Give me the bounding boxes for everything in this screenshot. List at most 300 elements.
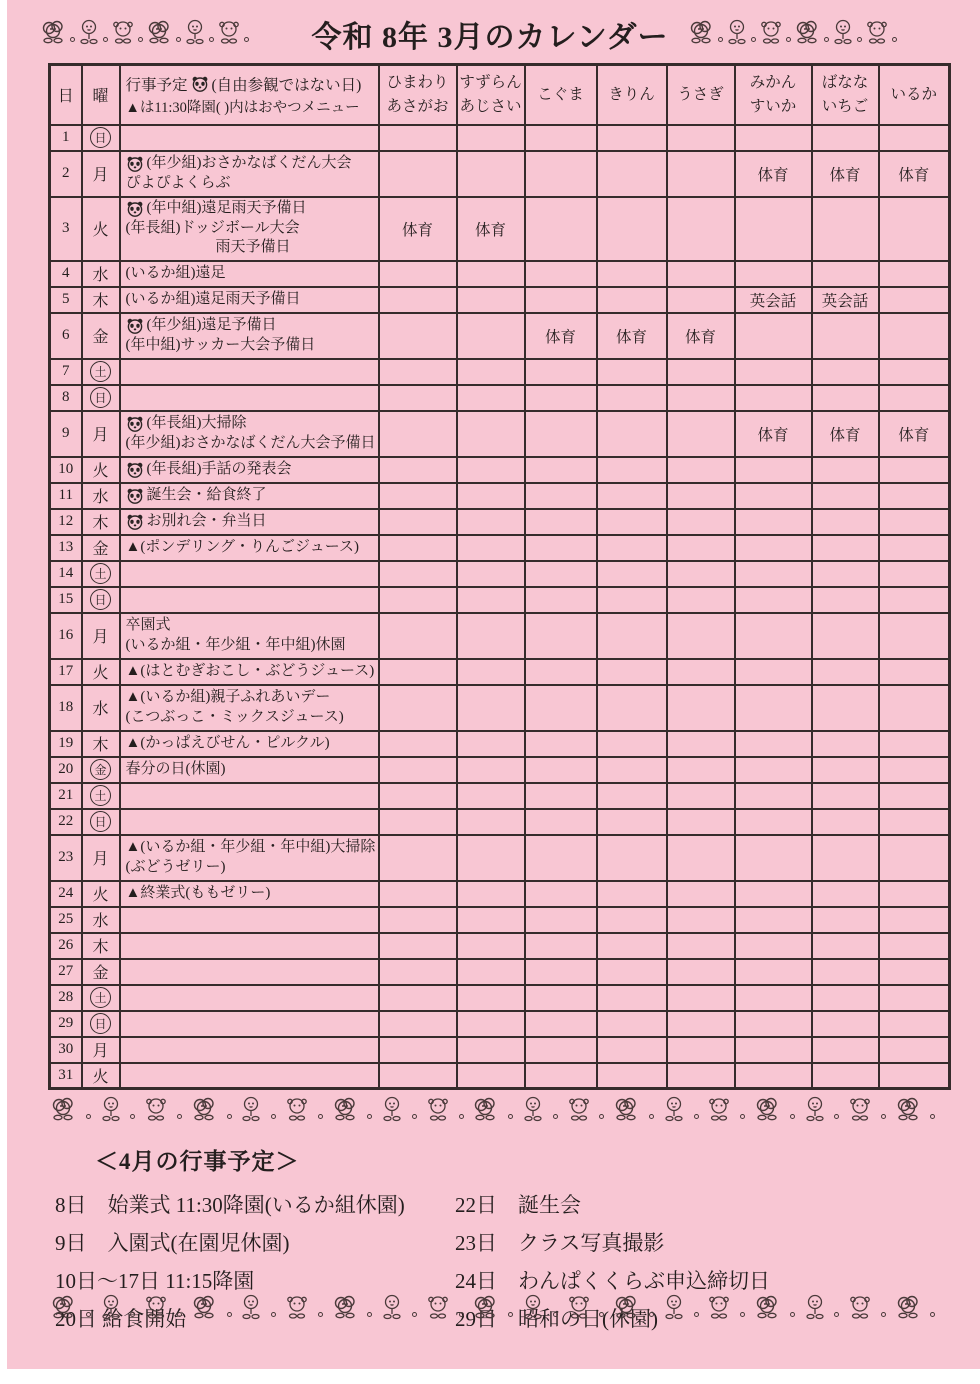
day-number-cell: 11 [50,483,82,509]
event-line: ▲(はとむぎおこし・ぶどうジュース) [125,662,375,679]
kawaii-character-icon [50,1096,77,1127]
activity-cell [735,561,812,587]
kawaii-character-icon [472,1096,499,1127]
activity-cell [735,933,812,959]
activity-cell [735,1011,812,1037]
activity-cell [812,881,879,907]
activity-cell [812,535,879,561]
dot-icon [176,37,181,42]
activity-cell [667,881,735,907]
activity-cell [457,535,525,561]
activity-cell [667,457,735,483]
activity-cell [879,959,950,985]
dot-icon [599,1312,604,1317]
weekday-cell: 水 [82,907,120,933]
event-line [126,154,375,174]
activity-cell [667,933,735,959]
activity-cell [379,587,457,613]
event-text: (年少組)おさかなばくだん大会 [146,155,352,171]
weekday-cell [82,561,120,587]
activity-cell [597,835,667,881]
weekday-cell: 金 [82,535,120,561]
activity-cell [379,151,457,197]
activity-cell [525,685,597,731]
activity-cell [879,359,950,385]
activity-cell [667,561,735,587]
activity-cell [667,985,735,1011]
dot-icon [553,1312,558,1317]
activity-cell [812,659,879,685]
april-schedule-item: 22日 誕生会 [455,1193,581,1217]
event-cell [120,313,379,359]
event-text: (年長組)手話の発表会 [146,460,292,477]
kawaii-character-icon [567,1096,591,1127]
event-cell [120,125,379,151]
kawaii-character-icon [381,1096,403,1127]
event-cell [120,985,379,1011]
activity-cell [735,359,812,385]
calendar-row [50,151,950,197]
event-text: (年中組)遠足雨天予備日 [146,200,307,217]
event-cell [120,783,379,809]
event-line: 卒園式 [125,617,171,633]
weekday-cell: 月 [82,411,120,457]
day-number-cell: 3 [50,197,82,261]
kawaii-character-icon [240,1096,262,1127]
weekday-cell: 金 [82,313,120,359]
dot-icon [740,1114,745,1119]
class-name-label: ばなな [821,73,869,91]
day-number-cell: 17 [50,659,82,685]
activity-cell [457,1011,525,1037]
event-cell [120,359,379,385]
activity-cell [597,933,667,959]
day-number-cell: 21 [50,783,82,809]
activity-cell [457,985,525,1011]
weekday-cell [82,783,120,809]
activity-cell [525,783,597,809]
activity-cell [597,483,667,509]
day-number-cell: 9 [50,411,82,457]
calendar-row [50,907,950,933]
activity-cell [597,587,667,613]
kawaii-character-icon [144,1096,168,1127]
activity-cell [597,359,667,385]
event-line [126,199,375,219]
dot-icon [834,1114,839,1119]
activity-cell [597,613,667,659]
activity-cell [667,359,735,385]
panda-face-icon [126,156,144,172]
dot-icon [459,1114,464,1119]
event-line: 雨天予備日 [125,239,291,256]
activity-cell [735,535,812,561]
calendar-row [50,411,950,457]
weekday-cell: 木 [82,287,120,313]
decorative-border-bottom [50,1294,936,1325]
activity-cell [667,731,735,757]
activity-cell [525,835,597,881]
activity-cell [597,685,667,731]
activity-cell [879,783,950,809]
activity-cell [735,197,812,261]
dot-icon [834,1312,839,1317]
dot-icon [930,1312,935,1317]
activity-cell [525,959,597,985]
activity-cell [525,197,597,261]
event-line [126,316,375,336]
activity-cell [597,287,667,313]
kawaii-character-icon [111,19,135,50]
activity-cell [457,959,525,985]
activity-cell [379,959,457,985]
activity-cell [667,809,735,835]
dot-icon [790,1312,795,1317]
activity-cell [525,457,597,483]
circled-weekday: 土 [90,785,111,806]
activity-cell [457,125,525,151]
activity-cell [597,659,667,685]
weekday-cell: 月 [82,613,120,659]
event-cell [120,411,379,457]
activity-cell [667,959,735,985]
activity-cell [457,659,525,685]
col-header-class [667,65,735,125]
activity-cell [735,1037,812,1063]
panda-face-icon [126,488,144,504]
dot-icon [412,1312,417,1317]
activity-cell [735,731,812,757]
activity-cell [525,809,597,835]
day-number-cell: 26 [50,933,82,959]
dot-icon [318,1312,323,1317]
april-schedule-title: ＜4月の行事予定＞ [95,1149,300,1174]
activity-cell [812,907,879,933]
calendar-row [50,1011,950,1037]
activity-cell [379,125,457,151]
activity-cell [525,411,597,457]
activity-cell [525,509,597,535]
activity-cell: 体育 [525,313,597,359]
event-cell [120,835,379,881]
calendar-row [50,457,950,483]
decorative-border-middle [50,1096,936,1127]
april-schedule-item: 24日 わんぱくくらぶ申込締切日 [455,1269,770,1293]
dot-icon [930,1114,935,1119]
activity-cell [597,457,667,483]
kawaii-character-icon [663,1096,685,1127]
activity-cell [879,881,950,907]
circled-weekday: 日 [90,589,111,610]
circled-weekday: 土 [90,361,111,382]
activity-cell [457,1037,525,1063]
day-number-cell: 10 [50,457,82,483]
activity-cell [379,881,457,907]
activity-cell [379,359,457,385]
activity-cell [379,261,457,287]
calendar-row [50,731,950,757]
activity-cell [812,197,879,261]
activity-cell [812,1037,879,1063]
circled-weekday: 日 [90,811,111,832]
activity-cell [879,509,950,535]
weekday-cell: 火 [82,1063,120,1089]
event-line [126,512,375,532]
activity-cell: 体育 [812,151,879,197]
activity-cell [379,757,457,783]
april-schedule-item: 9日 入園式(在園児休園) [55,1231,290,1255]
col-header-weekday: 曜 [82,65,120,125]
dot-icon [367,1114,372,1119]
activity-cell [379,685,457,731]
dot-icon [508,1114,513,1119]
kawaii-character-icon [240,1294,262,1325]
kawaii-character-icon [754,1294,781,1325]
kawaii-character-icon [522,1294,544,1325]
event-line: ▲終業式(ももゼリー) [125,884,271,901]
activity-cell [735,125,812,151]
kawaii-character-icon [895,1096,922,1127]
class-name-label: いちご [821,97,869,115]
activity-cell [379,985,457,1011]
events-header-line2: ▲は11:30降園( )内はおやつメニュー [125,99,360,116]
kawaii-character-icon [522,1096,544,1127]
activity-cell [667,411,735,457]
event-text: お別れ会・弁当日 [146,512,267,529]
day-number-cell: 22 [50,809,82,835]
event-cell [120,731,379,757]
calendar-row [50,985,950,1011]
event-line: (いるか組)遠足雨天予備日 [125,290,301,307]
activity-cell [879,731,950,757]
activity-cell [812,509,879,535]
activity-cell [379,509,457,535]
weekday-cell [82,809,120,835]
day-number-cell: 29 [50,1011,82,1037]
activity-cell [457,359,525,385]
kawaii-character-icon [426,1294,450,1325]
calendar-row [50,125,950,151]
activity-cell [457,151,525,197]
weekday-cell [82,385,120,411]
kawaii-character-icon [567,1294,591,1325]
weekday-cell: 水 [82,685,120,731]
kawaii-character-icon [40,19,67,50]
day-number-cell: 8 [50,385,82,411]
april-schedule-item: 29日 昭和の日(休園) [455,1307,658,1331]
activity-cell [667,287,735,313]
activity-cell [735,509,812,535]
day-number-cell: 27 [50,959,82,985]
event-cell [120,535,379,561]
event-cell [120,1037,379,1063]
activity-cell [879,535,950,561]
class-name-label: こぐま [537,85,584,103]
event-cell [120,483,379,509]
activity-cell [457,757,525,783]
kawaii-character-icon [78,19,100,50]
kawaii-character-icon [144,1294,168,1325]
activity-cell [457,587,525,613]
activity-cell [735,613,812,659]
activity-cell [812,731,879,757]
activity-cell [812,685,879,731]
weekday-cell: 火 [82,457,120,483]
event-cell [120,959,379,985]
activity-cell [525,1037,597,1063]
circled-weekday: 金 [90,759,111,780]
kawaii-character-icon [184,19,206,50]
activity-cell [525,287,597,313]
class-name-label: あじさい [459,97,522,115]
dot-icon [103,37,108,42]
activity-cell [667,125,735,151]
day-number-cell: 28 [50,985,82,1011]
col-header-class [457,65,525,125]
event-line: (いるか組)遠足 [125,264,226,281]
activity-cell [457,509,525,535]
activity-cell [735,959,812,985]
col-header-class [735,65,812,125]
weekday-cell [82,359,120,385]
activity-cell [457,933,525,959]
activity-cell [879,197,950,261]
calendar-row [50,287,950,313]
dot-icon [271,1114,276,1119]
activity-cell [812,783,879,809]
activity-cell [525,933,597,959]
calendar-row [50,933,950,959]
activity-cell [597,411,667,457]
kawaii-character-icon [146,19,173,50]
activity-cell [735,457,812,483]
class-name-label: きりん [608,85,655,103]
activity-cell [457,313,525,359]
activity-cell [667,783,735,809]
activity-cell [812,933,879,959]
activity-cell [379,1037,457,1063]
activity-cell [735,907,812,933]
class-name-label: みかん [749,73,797,91]
activity-cell [597,959,667,985]
activity-cell [457,809,525,835]
activity-cell [525,587,597,613]
activity-cell [457,907,525,933]
weekday-cell: 水 [82,483,120,509]
activity-cell [812,483,879,509]
activity-cell [597,809,667,835]
dot-icon [553,1114,558,1119]
weekday-cell: 木 [82,509,120,535]
activity-cell [667,1011,735,1037]
calendar-row [50,659,950,685]
activity-cell [379,313,457,359]
decorative-border-top-right [688,19,940,50]
activity-cell [379,907,457,933]
activity-cell [457,783,525,809]
activity-cell [879,757,950,783]
calendar-row [50,535,950,561]
event-cell [120,509,379,535]
activity-cell [597,1037,667,1063]
activity-cell [597,125,667,151]
activity-cell: 体育 [667,313,735,359]
dot-icon [718,37,723,42]
activity-cell [597,1011,667,1037]
calendar-row [50,613,950,659]
activity-cell [525,483,597,509]
event-cell [120,151,379,197]
activity-cell [879,659,950,685]
weekday-cell: 金 [82,959,120,985]
activity-cell [379,385,457,411]
april-schedule-item: 20日 給食開始 [55,1307,187,1331]
activity-cell [812,1011,879,1037]
activity-cell [525,1063,597,1089]
dot-icon [881,1114,886,1119]
activity-cell [735,587,812,613]
activity-cell [457,731,525,757]
dot-icon [881,1312,886,1317]
activity-cell [667,659,735,685]
activity-cell: 体育 [812,411,879,457]
kawaii-character-icon [381,1294,403,1325]
panda-face-icon [126,416,144,432]
event-cell [120,261,379,287]
activity-cell [667,835,735,881]
col-header-class [379,65,457,125]
activity-cell [879,933,950,959]
event-cell [120,385,379,411]
kawaii-character-icon [759,19,783,50]
dot-icon [227,1114,232,1119]
activity-cell [379,287,457,313]
dot-icon [130,1312,135,1317]
calendar-row [50,261,950,287]
activity-cell [457,261,525,287]
activity-cell [667,509,735,535]
dot-icon [209,37,214,42]
activity-cell [735,783,812,809]
kawaii-character-icon [613,1294,640,1325]
activity-cell [667,907,735,933]
event-line: ▲(いるか組・年少組・年中組)大掃除 [125,839,376,855]
activity-cell [457,483,525,509]
day-number-cell: 19 [50,731,82,757]
activity-cell [667,1063,735,1089]
kawaii-character-icon [895,1294,922,1325]
day-number-cell: 30 [50,1037,82,1063]
dot-icon [244,37,249,42]
activity-cell [879,809,950,835]
activity-cell: 体育 [879,151,950,197]
event-line: (いるか組・年少組・年中組)休園 [125,636,346,653]
weekday-cell: 木 [82,731,120,757]
dot-icon [790,1114,795,1119]
activity-cell [457,457,525,483]
event-cell [120,685,379,731]
activity-cell [812,385,879,411]
calendar-table [48,63,951,1090]
weekday-cell: 火 [82,197,120,261]
dot-icon [508,1312,513,1317]
activity-cell [379,835,457,881]
activity-cell [597,907,667,933]
activity-cell [879,587,950,613]
kawaii-character-icon [865,19,889,50]
activity-cell [457,835,525,881]
activity-cell [879,561,950,587]
